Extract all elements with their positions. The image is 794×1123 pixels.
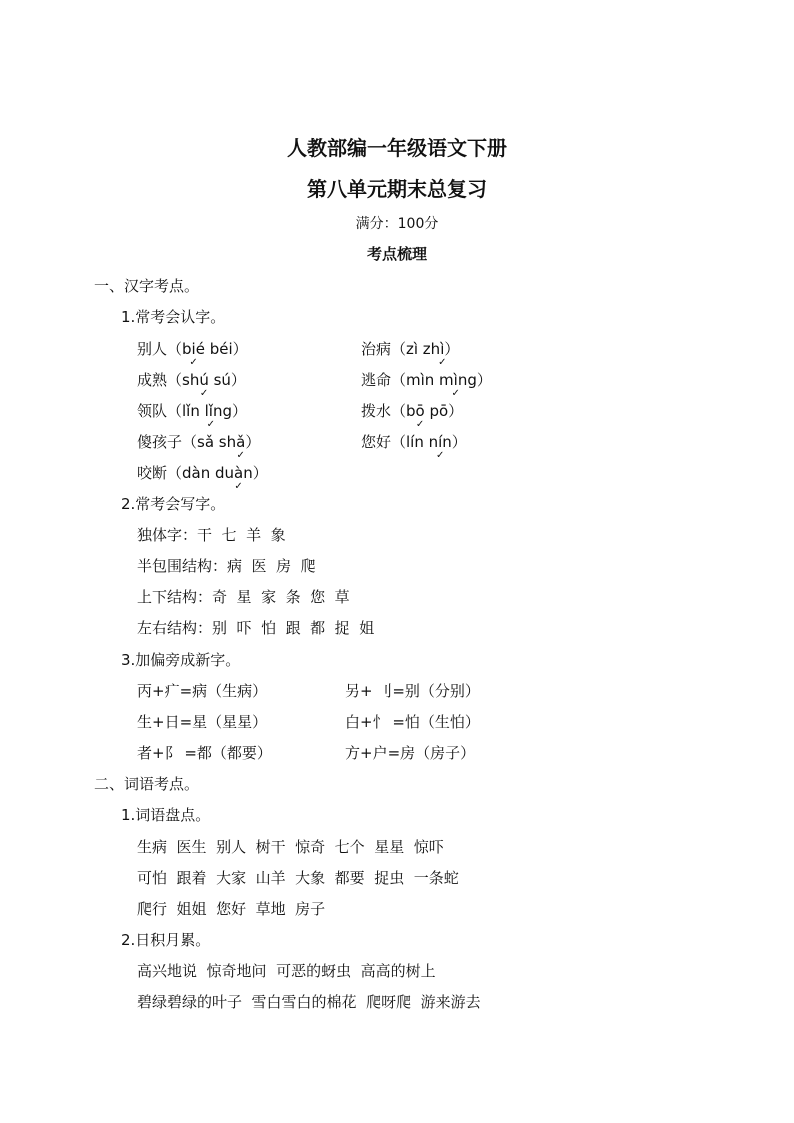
pinyin-item: 拨水（bō ✓ pō） — [361, 400, 463, 421]
page-title: 人教部编一年级语文下册 — [287, 136, 507, 160]
write-line: 独体字：干 七 羊 象 — [137, 526, 286, 544]
subheading-recognize: 1.常考会认字。 — [121, 308, 226, 326]
pinyin-item: 傻孩子（sǎ shǎ ✓） — [137, 431, 260, 452]
score-label: 满分：100分 — [355, 216, 439, 232]
phrase-line: 高兴地说 惊奇地问 可恶的蚜虫 高高的树上 — [137, 962, 436, 980]
vocab-line: 可怕 跟着 大家 山羊 大象 都要 捉虫 一条蛇 — [137, 869, 459, 887]
page-subtitle: 第八单元期末总复习 — [307, 177, 487, 201]
radical-item: 丙+疒=病（生病） — [137, 682, 268, 700]
radical-item: 生+日=星（星星） — [137, 713, 268, 731]
vocab-line: 生病 医生 别人 树干 惊奇 七个 星星 惊吓 — [137, 838, 444, 856]
section-title: 考点梳理 — [366, 245, 427, 263]
radical-item: 白+忄 =怕（生怕） — [345, 713, 480, 731]
subheading-accumulate: 2.日积月累。 — [121, 931, 211, 949]
vocab-line: 爬行 姐姐 您好 草地 房子 — [137, 900, 326, 918]
section-heading-hanzi: 一、汉字考点。 — [94, 277, 200, 295]
radical-item: 方+户=房（房子） — [345, 744, 476, 762]
pinyin-item: 成熟（shú ✓ sú） — [137, 369, 246, 390]
write-line: 左右结构：别 吓 怕 跟 都 捉 姐 — [137, 619, 375, 637]
pinyin-item: 别人（bi ✓é béi） — [137, 338, 248, 359]
subheading-vocab: 1.词语盘点。 — [121, 806, 211, 824]
pinyin-item: 领队（lǐn lǐ ✓ng） — [137, 400, 247, 421]
subheading-radicals: 3.加偏旁成新字。 — [121, 651, 241, 669]
radical-item: 另+ 刂=别（分别） — [345, 682, 480, 700]
phrase-line: 碧绿碧绿的叶子 雪白雪白的棉花 爬呀爬 游来游去 — [137, 993, 481, 1011]
write-line: 半包围结构：病 医 房 爬 — [137, 557, 316, 575]
subheading-write: 2.常考会写字。 — [121, 495, 226, 513]
pinyin-item: 您好（lín ní ✓n） — [361, 431, 467, 452]
pinyin-item: 咬断（dàn duà ✓n） — [137, 462, 268, 483]
section-heading-words: 二、词语考点。 — [94, 775, 200, 793]
pinyin-item: 逃命（mìn mì ✓ng） — [361, 369, 492, 390]
pinyin-item: 治病（zì zhì ✓） — [361, 338, 459, 359]
write-line: 上下结构：奇 星 家 条 您 草 — [137, 588, 350, 606]
radical-item: 者+阝 =都（都要） — [137, 744, 272, 762]
